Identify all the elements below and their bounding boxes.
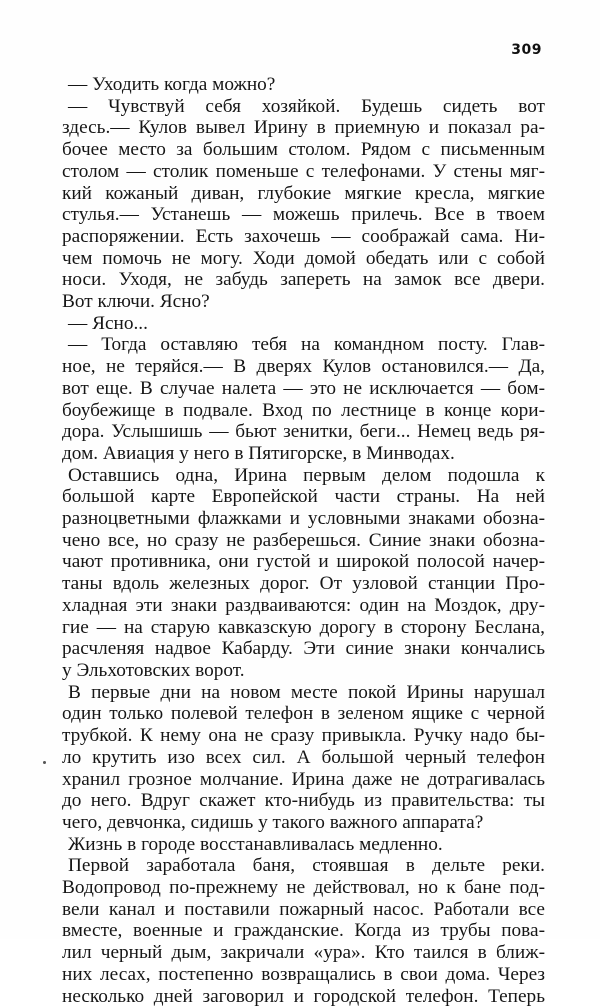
paragraph — [62, 834, 545, 856]
text-line: хладная эти знаки раздваиваются: один на Моздок, дру- — [62, 594, 545, 616]
page-number: 309 — [511, 42, 542, 58]
text-line: вели канал и поставили пожарный насос. Работали все — [62, 898, 545, 920]
page-text — [62, 74, 545, 1007]
print-speck — [43, 761, 46, 764]
text-line: чено все, но сразу не разберешься. Синие знаки обозна- — [62, 529, 545, 551]
text-line: носи. Уходя, не забудь запереть на замок все двери. — [62, 269, 545, 291]
text-line: дом. Авиация у него в Пятигорске, в Минводах. — [62, 442, 455, 464]
text-line: Жизнь в городе восстанавливалась медленно. — [68, 833, 443, 855]
text-line: разноцветными флажками и условными знаками обозна- — [62, 508, 545, 530]
text-line: кий кожаный диван, глубокие мягкие кресла, мягкие — [62, 182, 545, 204]
text-line: гие — на старую кавказскую дорогу в сторону Беслана, — [62, 616, 545, 638]
text-line: большой карте Европейской части страны. На ней — [62, 486, 545, 508]
paragraph — [62, 74, 545, 96]
text-line: — Чувствуй себя хозяйкой. Будешь сидеть вот — [68, 95, 545, 117]
text-line: — Тогда оставляю тебя на командном посту. Глав- — [68, 334, 545, 356]
text-line: ное, не теряйся.— В дверях Кулов остановился.— Да, — [62, 356, 545, 378]
text-line: — Уходить когда можно? — [68, 74, 276, 95]
text-line: здесь.— Кулов вывел Ирину в приемную и показал ра- — [62, 117, 545, 139]
text-line: лил черный дым, закричали «ура». Кто таился в ближ- — [62, 942, 545, 964]
text-line: распоряжении. Есть захочешь — соображай сама. Ни- — [62, 225, 545, 247]
text-line: до него. Вдруг скажет кто-нибудь из правительства: ты — [62, 790, 545, 812]
text-line: бочее место за большим столом. Рядом с письменным — [62, 139, 545, 161]
text-line: один только полевой телефон в зеленом ящике с черной — [62, 703, 545, 725]
text-line: В первые дни на новом месте покой Ирины нарушал — [68, 681, 545, 703]
text-line: них лесах, постепенно возвращались в свои дома. Через — [62, 963, 545, 985]
text-line: дора. Услышишь — бьют зенитки, беги... Немец ведь ря- — [62, 421, 545, 443]
paragraph — [62, 682, 545, 834]
paragraph — [62, 465, 545, 682]
text-line: ло крутить изо всех сил. А большой черный телефон — [62, 746, 545, 768]
text-line: трубкой. К нему она не сразу привыкла. Ручку надо бы- — [62, 725, 545, 747]
text-line: Оставшись одна, Ирина первым делом подошла к — [68, 464, 545, 486]
text-line: Первой заработала баня, стоявшая в дельте реки. — [68, 855, 545, 877]
text-line: стулья.— Устанешь — можешь прилечь. Все в твоем — [62, 204, 545, 226]
text-line: расчленяя надвое Кабарду. Эти синие знаки кончались — [62, 638, 545, 660]
text-line: чают противника, они густой и широкой полосой начер- — [62, 551, 545, 573]
text-line: чем помочь не могу. Ходи домой обедать или с собой — [62, 247, 545, 269]
paragraph — [62, 334, 545, 464]
text-line: чего, девчонка, сидишь у такого важного аппарата? — [62, 811, 484, 833]
text-line: боубежище в подвале. Вход по лестнице в конце кори- — [62, 399, 545, 421]
text-line: хранил грозное молчание. Ирина даже не дотрагивалась — [62, 768, 545, 790]
text-line: Водопровод по-прежнему не действовал, но к бане под- — [62, 877, 545, 899]
text-line: таны вдоль железных дорог. От узловой станции Про- — [62, 573, 545, 595]
text-line: у Эльхотовских ворот. — [62, 659, 245, 681]
text-line: — Ясно... — [68, 312, 148, 334]
text-line: Вот ключи. Ясно? — [62, 291, 210, 313]
paragraph — [62, 96, 545, 313]
text-line: вместе, военные и гражданские. Когда из трубы пова- — [62, 920, 545, 942]
text-line: столом — столик поменьше с телефонами. У стены мяг- — [62, 160, 545, 182]
text-line: вот еще. В случае налета — это не исключается — бом- — [62, 377, 545, 399]
text-line: несколько дней заговорил и городской телефон. Теперь — [62, 985, 545, 1007]
paragraph — [62, 313, 545, 335]
paragraph — [62, 855, 545, 1007]
